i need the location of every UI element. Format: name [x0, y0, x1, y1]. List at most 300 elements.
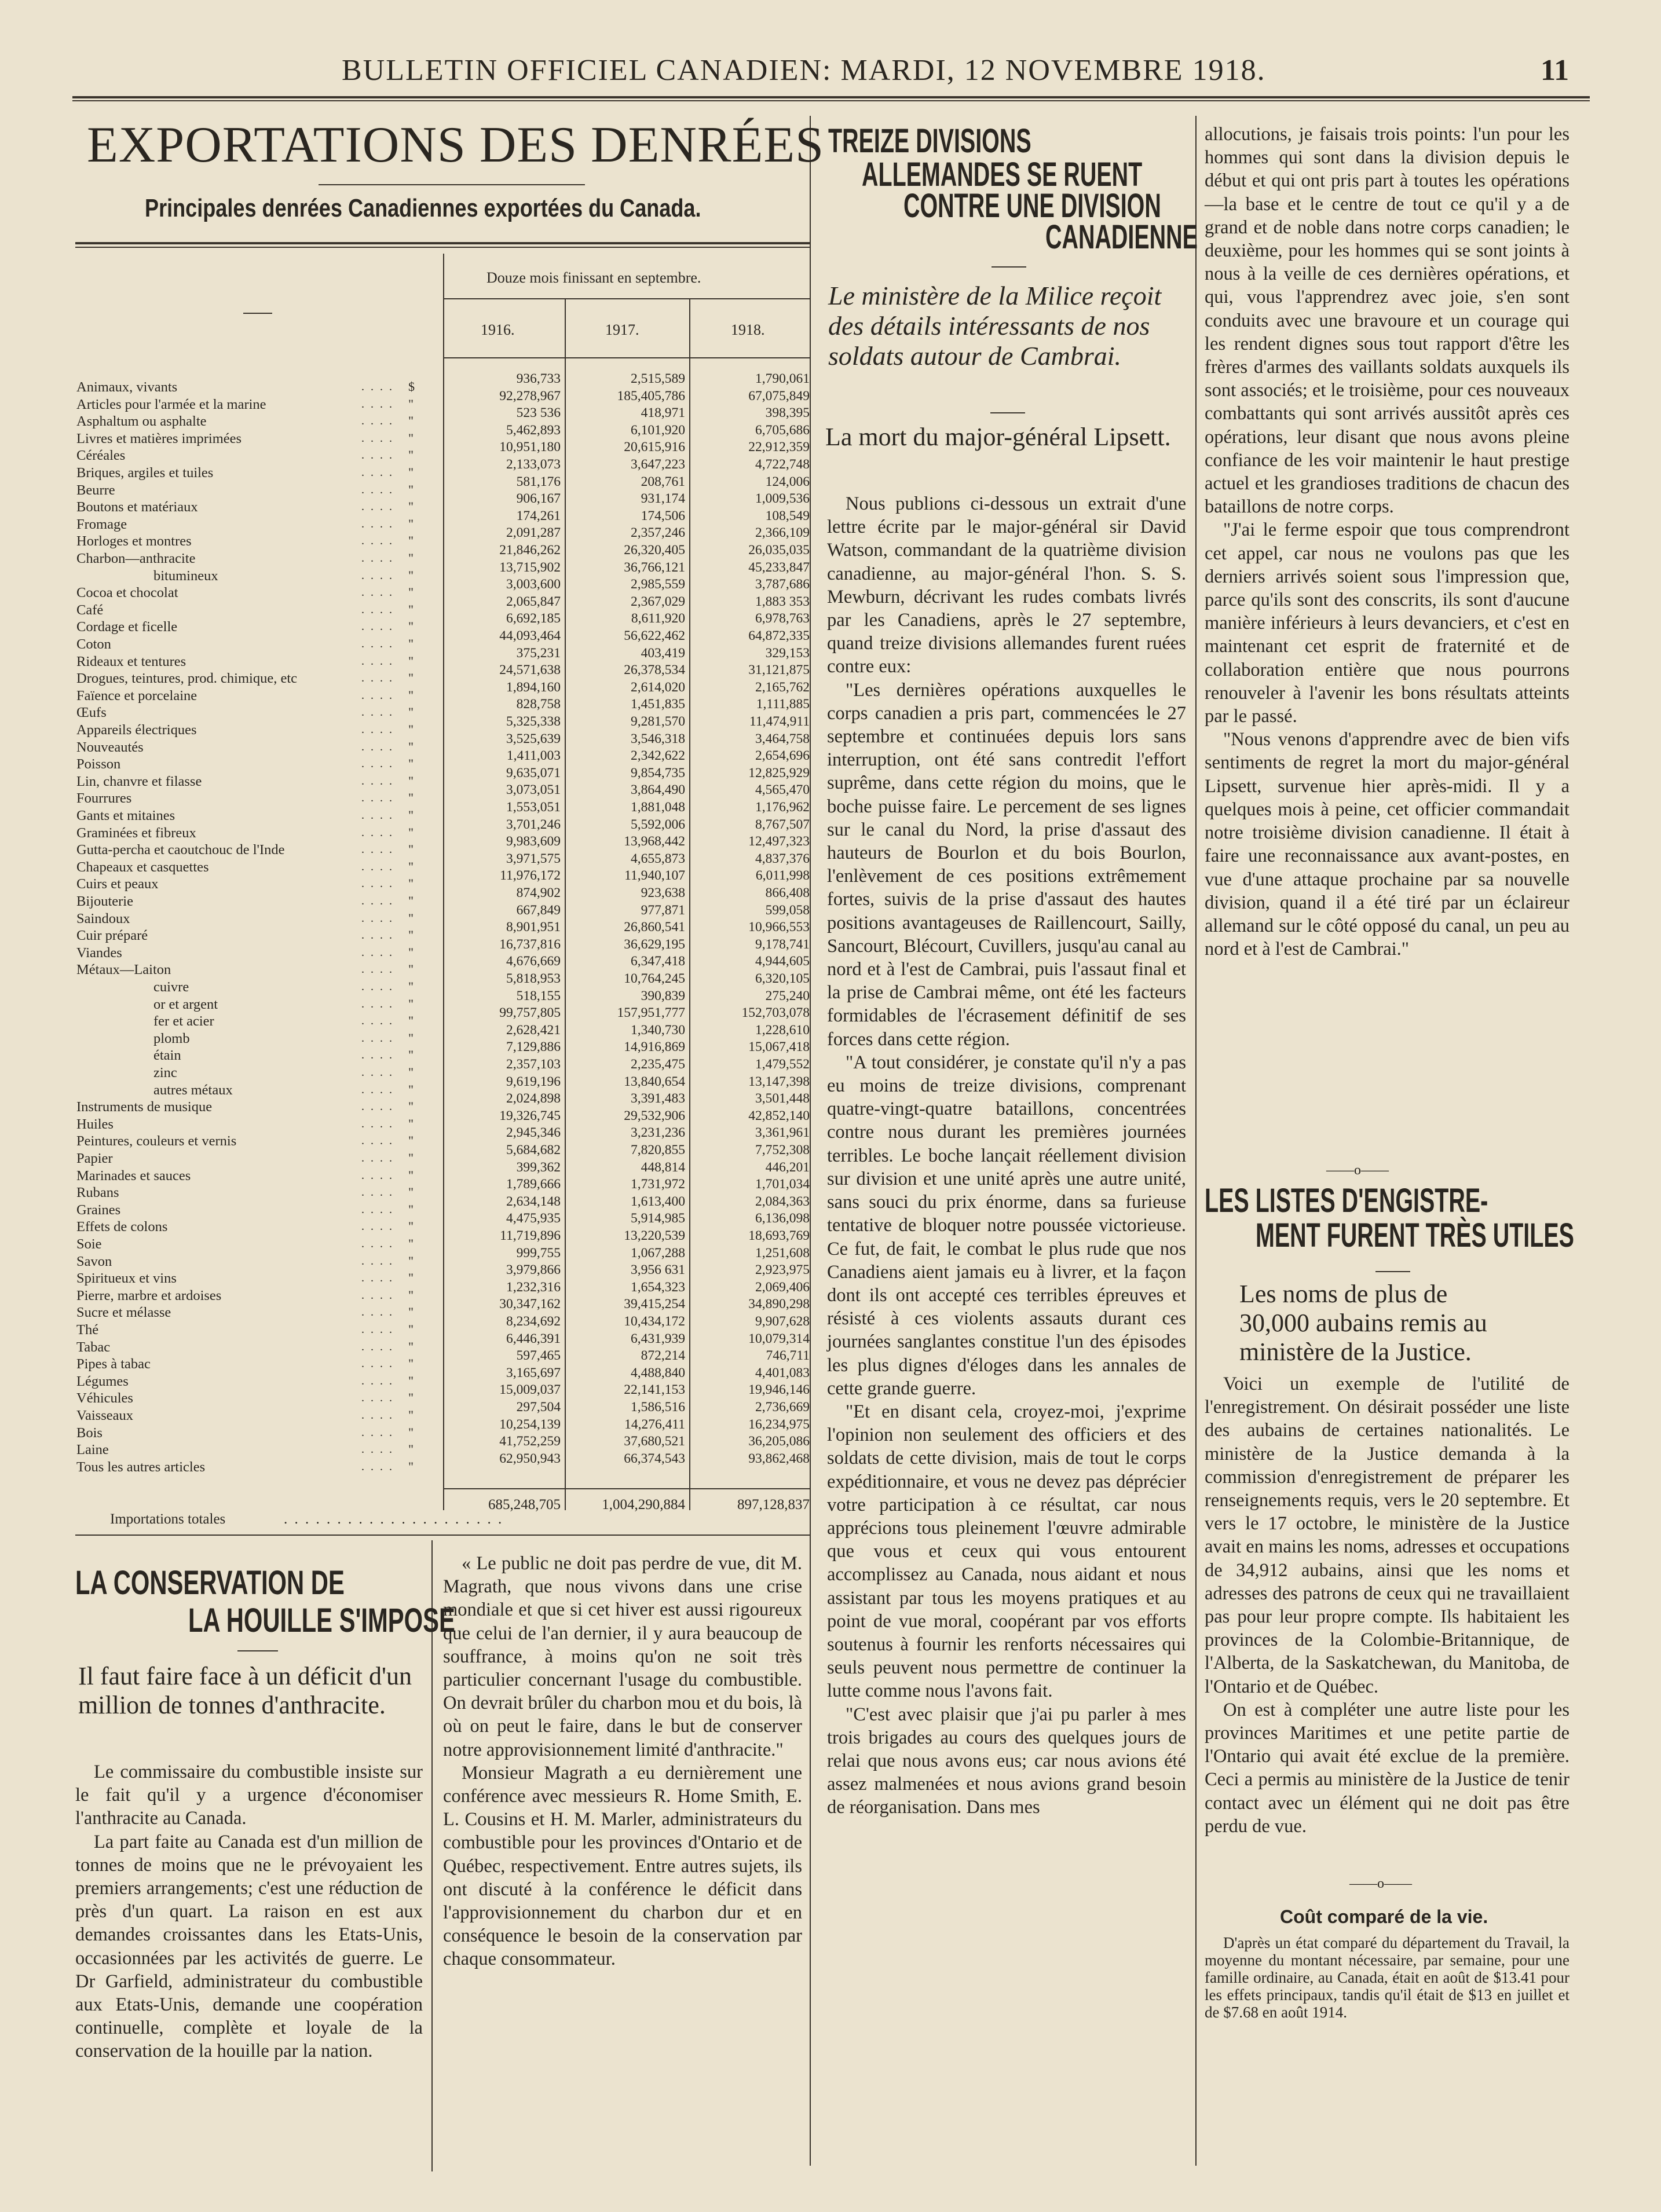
table-cell-v1917: 2,357,246 [631, 525, 685, 540]
table-row-label: Marinades et sauces [76, 1168, 191, 1184]
table-cell-v1917: 10,434,172 [624, 1314, 685, 1329]
table-cell-v1917: 3,391,483 [631, 1091, 685, 1106]
table-row-label: Véhicules [76, 1390, 133, 1406]
table-cell-v1918: 26,035,035 [748, 543, 810, 558]
table-row-ditto: " [408, 876, 414, 891]
table-cell-v1918: 3,361,961 [755, 1125, 810, 1140]
table-cell-v1916: 5,325,338 [506, 714, 561, 729]
table-row-ditto: " [408, 533, 414, 548]
table-cell-v1918: 9,178,741 [755, 937, 810, 952]
table-cell-v1916: 4,676,669 [506, 954, 561, 969]
table-cell-v1918: 10,079,314 [748, 1331, 810, 1346]
table-row-leader: . . . . [361, 809, 394, 822]
table-cell-v1917: 403,419 [641, 646, 685, 661]
table-cell-v1916: 3,003,600 [506, 577, 561, 592]
table-cell-v1918: 11,474,911 [749, 714, 810, 729]
table-row-leader: . . . . [361, 1375, 394, 1387]
table-row-leader: . . . . [361, 1186, 394, 1199]
table-row-ditto: " [408, 585, 414, 599]
table-cell-v1917: 2,235,475 [631, 1057, 685, 1072]
table-row-leader: . . . . [361, 380, 394, 393]
table-cell-v1918: 6,136,098 [755, 1211, 810, 1226]
table-cell-v1918: 22,912,359 [748, 440, 810, 455]
table-cell-v1918: 64,872,335 [748, 628, 810, 643]
treize-para: "Les dernières opérations auxquelles le corps canadien a pris part, commencées le 27 septembre et continuées depuis lors sans interruption, ont été sans contredit l'effort suprême, dans cette région du moins, que le boche puisse faire. Le percement de ses lignes sur le canal du Nord, la prise d'assaut des hauteurs de Bourlon et du bois Bourlon, l'enlèvement de ces positions extrêmement fortes, suivis de la prise d'assaut des hautes positions avantageuses de Raillencourt, Sailly, Sancourt, Blécourt, Cuvillers, jusqu'au canal au nord et à l'est de Cambrai, puis l'assaut final et la prise de Cambrai même, ont été les facteurs formidables de l'écrasement définitif de ses forces dans cette région. [827, 679, 1186, 1050]
table-cell-v1916: 399,362 [516, 1160, 561, 1175]
table-row-leader: . . . . [361, 638, 394, 650]
table-cell-v1916: 30,347,162 [499, 1297, 561, 1312]
table-row-ditto: " [408, 1202, 414, 1217]
table-row-label: Soie [76, 1236, 102, 1252]
table-row-ditto: " [408, 1322, 414, 1336]
table-row-leader: . . . . [361, 1357, 394, 1370]
table-cell-v1918: 746,711 [766, 1348, 810, 1363]
listes-headline-1: LES LISTES D'ENGISTRE- [1205, 1182, 1488, 1219]
table-row-label: Café [76, 602, 104, 618]
table-cell-v1918: 3,464,758 [755, 731, 810, 746]
table-cell-v1918: 6,011,998 [755, 868, 810, 883]
table-row-ditto: " [408, 397, 414, 411]
table-cell-v1917: 1,654,323 [631, 1280, 685, 1295]
totals-label: Importations totales [110, 1511, 226, 1527]
table-cell-v1916: 581,176 [516, 474, 561, 489]
table-row-label: Rideaux et tentures [76, 654, 186, 669]
table-cell-v1917: 1,451,835 [631, 697, 685, 712]
page-number: 11 [1541, 54, 1569, 87]
table-row-leader: . . . . [361, 1169, 394, 1182]
cout-headline: Coût comparé de la vie. [1280, 1906, 1488, 1927]
table-row-leader: . . . . [361, 1015, 394, 1027]
table-row-label: Chapeaux et casquettes [76, 859, 209, 875]
table-cell-v1918: 13,147,398 [748, 1074, 810, 1089]
table-row-leader: . . . . [361, 706, 394, 719]
total-1918: 897,128,837 [737, 1497, 810, 1512]
table-row-ditto: " [408, 671, 414, 685]
table-cell-v1916: 24,571,638 [499, 662, 561, 677]
table-cell-v1916: 1,232,316 [506, 1280, 561, 1295]
table-row-ditto: " [408, 774, 414, 788]
table-row-ditto: " [408, 1236, 414, 1251]
table-cell-v1918: 1,228,610 [755, 1023, 810, 1038]
table-row-ditto: " [408, 413, 414, 428]
table-cell-v1916: 5,684,682 [506, 1142, 561, 1158]
table-row-label: Thé [76, 1322, 99, 1338]
totals-rule [443, 1488, 811, 1489]
table-cell-v1918: 1,009,536 [755, 491, 810, 506]
table-row-leader: . . . . [361, 1220, 394, 1233]
table-cell-v1916: 9,983,609 [506, 834, 561, 849]
table-row-leader: . . . . [361, 1152, 394, 1164]
table-row-leader: . . . . [361, 1391, 394, 1404]
header-rule-bottom [72, 100, 1590, 101]
table-cell-v1916: 2,133,073 [506, 457, 561, 472]
table-row-ditto: " [408, 1116, 414, 1131]
table-row-ditto: " [408, 619, 414, 633]
table-cell-v1918: 1,479,552 [755, 1057, 810, 1072]
table-col-line-1 [443, 254, 444, 1510]
totals-leader: . . . . . . . . . . . . . . . . . . . . . [284, 1511, 504, 1527]
table-cell-v1917: 26,860,541 [624, 920, 685, 935]
table-row-leader: . . . . [361, 620, 394, 633]
table-cell-v1916: 15,009,037 [499, 1382, 561, 1397]
table-row-label: Céréales [76, 448, 126, 463]
treize-body [827, 492, 1186, 1819]
table-cell-v1916: 4,475,935 [506, 1211, 561, 1226]
table-cell-v1917: 2,515,589 [631, 371, 685, 386]
treize-headline-2: ALLEMANDES SE RUENT [862, 156, 1143, 193]
table-cell-v1918: 2,736,669 [755, 1400, 810, 1415]
table-row-label: Fromage [76, 517, 127, 532]
table-cell-v1918: 398,395 [765, 405, 810, 420]
column-divider-1 [810, 116, 811, 2166]
table-row-ditto: " [408, 499, 414, 514]
table-cell-v1916: 174,261 [516, 508, 561, 523]
table-row-leader: . . . . [361, 1049, 394, 1061]
table-cell-v1917: 26,378,534 [624, 662, 685, 677]
table-row-label: bitumineux [153, 568, 218, 584]
table-cell-v1918: 4,837,376 [755, 851, 810, 866]
table-row-label: Boutons et matériaux [76, 499, 198, 515]
table-cell-v1917: 6,347,418 [631, 954, 685, 969]
table-row-label: Pierre, marbre et ardoises [76, 1288, 222, 1303]
table-cell-v1918: 18,693,769 [748, 1228, 810, 1243]
table-cell-v1918: 3,501,448 [755, 1091, 810, 1106]
table-cell-v1916: 6,446,391 [506, 1331, 561, 1346]
table-row-ditto: " [408, 1219, 414, 1233]
table-cell-v1916: 1,789,666 [506, 1177, 561, 1192]
table-row-label: Faïence et porcelaine [76, 688, 197, 704]
table-cell-v1918: 16,234,975 [748, 1417, 810, 1432]
table-cell-v1916: 41,752,259 [499, 1434, 561, 1449]
table-cell-v1916: 936,733 [516, 371, 561, 386]
table-row-leader: . . . . [361, 792, 394, 804]
table-cell-v1918: 42,852,140 [748, 1108, 810, 1123]
table-row-label: Poisson [76, 756, 121, 772]
table-cell-v1917: 2,367,029 [631, 594, 685, 609]
table-cell-v1916: 297,504 [516, 1400, 561, 1415]
table-cell-v1916: 375,231 [516, 646, 561, 661]
table-row-leader: . . . . [361, 518, 394, 530]
table-row-leader: . . . . [361, 1323, 394, 1336]
treize-deck: Le ministère de la Milice reçoit des détails intéressants de nos soldats autour de Cambrai. [828, 281, 1162, 371]
table-row-leader: . . . . [361, 1083, 394, 1096]
table-row-ditto: " [408, 1442, 414, 1456]
table-row-leader: . . . . [361, 1066, 394, 1079]
table-row-ditto: " [408, 1048, 414, 1062]
table-row-ditto: " [408, 1305, 414, 1319]
table-row-label: zinc [153, 1065, 177, 1081]
table-row-ditto: " [408, 465, 414, 479]
houille-headline-2: LA HOUILLE S'IMPOSE [188, 1602, 455, 1639]
table-cell-v1917: 22,141,153 [624, 1382, 685, 1397]
table-cell-v1918: 2,084,363 [755, 1194, 810, 1209]
table-cell-v1917: 1,613,400 [631, 1194, 685, 1209]
table-cell-v1917: 1,731,972 [631, 1177, 685, 1192]
table-cell-v1917: 2,614,020 [631, 680, 685, 695]
table-cell-v1917: 174,506 [641, 508, 685, 523]
listes-para: Voici un exemple de l'utilité de l'enregistrement. On désirait posséder une liste des aubains de certaines nationalités. Le ministère de la Justice demanda à la commission d'enregistrement de préparer les renseignements requis, vers le 20 septembre. Et vers le 17 octobre, le ministère de la Justice avait en mains les noms, adresses et occupations de 34,912 aubains, ainsi que les noms et adresses des patrons de ceux qui ne travaillaient pas pour leur propre compte. Ils habitaient les provinces de la Colombie-Britannique, de l'Alberta, de la Saskatchewan, du Manitoba, de l'Ontario et de Québec. [1205, 1374, 1569, 1697]
table-row-leader: . . . . [361, 534, 394, 547]
table-cell-v1916: 2,065,847 [506, 594, 561, 609]
table-row-leader: . . . . [361, 757, 394, 770]
table-cell-v1918: 3,787,686 [755, 577, 810, 592]
table-cell-v1918: 152,703,078 [741, 1005, 810, 1020]
table-cell-v1918: 1,176,962 [755, 800, 810, 815]
table-row-label: or et argent [153, 997, 218, 1012]
table-cell-v1917: 390,839 [641, 988, 685, 1004]
table-row-leader: . . . . [361, 415, 394, 427]
table-subhead-rule [443, 357, 811, 358]
table-cell-v1917: 37,680,521 [624, 1434, 685, 1449]
table-cell-v1918: 7,752,308 [755, 1142, 810, 1158]
table-row-label: fer et acier [153, 1013, 214, 1029]
table-cell-v1916: 19,326,745 [499, 1108, 561, 1123]
table-cell-v1917: 11,940,107 [624, 868, 685, 883]
table-row-leader: . . . . [361, 998, 394, 1010]
table-cell-v1916: 3,971,575 [506, 851, 561, 866]
table-row-ditto: " [408, 825, 414, 840]
table-cell-v1916: 1,894,160 [506, 680, 561, 695]
total-1917: 1,004,290,884 [602, 1497, 685, 1512]
exports-title: EXPORTATIONS DES DENRÉES [87, 117, 825, 173]
table-row-label: Briques, argiles et tuiles [76, 465, 214, 481]
table-cell-v1917: 29,532,906 [624, 1108, 685, 1123]
listes-para: On est à compléter une autre liste pour les provinces Maritimes et une petite partie de l'Ontario qui avait été exclue de la première. Ceci a permis au ministère de la Justice de tenir contact avec un élément qui ne doit pas être perdu de vue. [1205, 1699, 1569, 1837]
table-cell-v1917: 6,431,939 [631, 1331, 685, 1346]
table-row-ditto: " [408, 1339, 414, 1354]
table-row-label: Spiritueux et vins [76, 1270, 177, 1286]
table-cell-v1917: 157,951,777 [617, 1005, 685, 1020]
table-row-label: Drogues, teintures, prod. chimique, etc [76, 671, 298, 686]
treize-continuation [1205, 123, 1569, 961]
table-cell-v1916: 13,715,902 [499, 560, 561, 575]
table-cell-v1917: 1,340,730 [631, 1023, 685, 1038]
treize-para: "A tout considérer, je constate qu'il n'y a pas eu moins de treize divisions, comprenant quatre-vingt-quatre bataillons, concentrées contre nous durant les premières journées terribles. Le boche lançait réellement division sur division et une unité après une autre unité, sans souci du prix énorme, dans sa furieuse tentative de bloquer notre poussée victorieuse. Ce fut, de fait, le combat le plus rude que nos Canadiens aient jamais eu à livrer, et la façon dont ils ont accepté ces terribles épreuves et résisté à ces violents assauts durant ces journées sanglantes constitue l'un des épisodes les plus dignes d'éloges dans les annales de cette grande guerre. [827, 1052, 1186, 1399]
table-cell-v1916: 2,628,421 [506, 1023, 561, 1038]
treize-continuation-para: allocutions, je faisais trois points: l'un pour les hommes qui sont dans la division depuis le début et qui ont pris part à toutes les opérations —la base et le centre de tout ce qu'il y a de grand et de noble dans notre corps canadien; le deuxième, pour les hommes qui se sont joints à nous à la veille de ces dernières opérations, et qui, vous l'apprendrez avec joie, s'en sont conduits avec une bravoure et un courage qui les rendent dignes sous tout rapport d'être les frères d'armes des vaillants soldats auxquels ils sont associés; et le troisième, pour ces nouveaux combattants qui sont arrivés aussitôt après ces opérations, leur disant que nous avons pleine confiance de les voir maintenir le haut prestige actuel et les grandioses traditions de chacun des bataillons de notre corps. [1205, 124, 1569, 518]
table-cell-v1918: 866,408 [765, 885, 810, 900]
header-rule-top [72, 96, 1590, 98]
table-row-leader: . . . . [361, 500, 394, 513]
table-cell-v1916: 3,701,246 [506, 817, 561, 832]
table-cell-v1918: 4,401,083 [755, 1365, 810, 1380]
table-row-leader: . . . . [361, 689, 394, 702]
table-row-leader: . . . . [361, 1203, 394, 1216]
table-row-label: Beurre [76, 482, 115, 498]
table-row-leader: . . . . [361, 466, 394, 479]
table-cell-v1917: 36,629,195 [624, 937, 685, 952]
table-row-ditto: " [408, 688, 414, 702]
table-row-label: Animaux, vivants [76, 379, 178, 395]
table-row-label: Sucre et mélasse [76, 1305, 171, 1320]
table-cell-v1916: 44,093,464 [499, 628, 561, 643]
table-row-ditto: " [408, 1185, 414, 1199]
table-cell-v1917: 1,067,288 [631, 1246, 685, 1261]
table-row-label: Fourrures [76, 790, 132, 806]
table-row-leader: . . . . [361, 895, 394, 907]
table-cell-v1918: 67,075,849 [748, 389, 810, 404]
table-cell-v1918: 446,201 [765, 1160, 810, 1175]
table-row-ditto: " [408, 517, 414, 531]
treize-para: "C'est avec plaisir que j'ai pu parler à mes trois brigades au cours des quelques jours de relai que nous avons eus; car nous avions été assez malmenées et nous avions grand besoin de réorganisation. Dans mes [827, 1704, 1186, 1818]
table-row-leader: . . . . [361, 741, 394, 753]
table-cell-v1917: 4,488,840 [631, 1365, 685, 1380]
table-cell-v1917: 26,320,405 [624, 543, 685, 558]
table-cell-v1917: 20,615,916 [624, 440, 685, 455]
table-cell-v1917: 6,101,920 [631, 423, 685, 438]
houille-para: « Le public ne doit pas perdre de vue, dit M. Magrath, que nous vivons dans une crise mondiale et que si cet hiver est aussi rigoureux que celui de l'an dernier, il y aura beaucoup de souffrance, à moins qu'on ne soit très particulier concernant l'usage du combustible. On devrait brûler du charbon mou et du bois, là où on peut le faire, dans le but de conserver notre approvisionnement limité d'anthracite." [443, 1553, 802, 1760]
treize-headline-1: TREIZE DIVISIONS [828, 122, 1031, 160]
table-row-ditto: " [408, 1408, 414, 1422]
table-cell-v1916: 9,635,071 [506, 766, 561, 781]
table-cell-v1917: 418,971 [641, 405, 685, 420]
table-row-leader: . . . . [361, 1306, 394, 1319]
table-row-label: Cuirs et peaux [76, 876, 159, 892]
table-cell-v1918: 4,722,748 [755, 457, 810, 472]
table-row-leader: . . . . [361, 586, 394, 599]
table-row-label: Cordage et ficelle [76, 619, 178, 635]
table-cell-v1916: 1,553,051 [506, 800, 561, 815]
table-row-label: étain [153, 1048, 181, 1063]
table-cell-v1918: 19,946,146 [748, 1382, 810, 1397]
table-row-leader: . . . . [361, 843, 394, 856]
table-row-leader: . . . . [361, 1272, 394, 1284]
listes-headline-2: MENT FURENT TRÈS UTILES [1256, 1217, 1574, 1254]
table-cell-v1917: 3,231,236 [631, 1125, 685, 1140]
table-cell-v1916: 667,849 [516, 903, 561, 918]
table-row-label: Cocoa et chocolat [76, 585, 178, 600]
treize-headline-4: CANADIENNE [1045, 218, 1198, 256]
table-cell-v1916: 2,357,103 [506, 1057, 561, 1072]
table-cell-v1917: 10,764,245 [624, 971, 685, 986]
table-cell-v1917: 13,220,539 [624, 1228, 685, 1243]
newspaper-title: BULLETIN OFFICIEL CANADIEN: MARDI, 12 NOVEMBRE 1918. [342, 54, 1266, 87]
table-row-label: Viandes [76, 945, 122, 961]
table-row-ditto: " [408, 1288, 414, 1302]
table-cell-v1916: 8,901,951 [506, 920, 561, 935]
table-cell-v1918: 8,767,507 [755, 817, 810, 832]
table-row-label: Nouveautés [76, 739, 144, 755]
table-row-ditto: " [408, 911, 414, 925]
houille-para: Monsieur Magrath a eu dernièrement une conférence avec messieurs R. Home Smith, E. L. Cousins et H. M. Marler, administrateurs du combustible pour les provinces d'Ontario et de Québec, respectivement. Entre autres sujets, ils ont discuté à la conférence le déficit dans l'approvisionnement du charbon dur et en conséquence le besoin de la conservation par chaque consommateur. [443, 1762, 802, 1970]
table-cell-v1916: 874,902 [516, 885, 561, 900]
table-row-label: Saindoux [76, 911, 130, 926]
table-row-label: Bijouterie [76, 893, 133, 909]
year-1916-header: 1916. [481, 321, 515, 338]
table-cell-v1916: 999,755 [516, 1246, 561, 1261]
table-row-label: plomb [153, 1031, 190, 1046]
table-cell-v1917: 448,814 [641, 1160, 685, 1175]
table-cell-v1918: 329,153 [765, 646, 810, 661]
table-cell-v1918: 2,654,696 [755, 748, 810, 763]
table-row-label: Papier [76, 1151, 113, 1166]
table-row-ditto: " [408, 1254, 414, 1268]
table-cell-v1916: 10,254,139 [499, 1417, 561, 1432]
table-cell-v1918: 124,006 [765, 474, 810, 489]
table-row-leader: . . . . [361, 1426, 394, 1439]
table-row-label: Gants et mitaines [76, 808, 175, 823]
table-cell-v1916: 3,165,697 [506, 1365, 561, 1380]
table-row-ditto: " [408, 1168, 414, 1182]
table-row-leader: . . . . [361, 1134, 394, 1147]
table-row-ditto: " [408, 722, 414, 737]
table-row-ditto: " [408, 945, 414, 959]
table-cell-v1917: 931,174 [641, 491, 685, 506]
table-row-ditto: " [408, 756, 414, 771]
listes-end-separator: ——o—— [1349, 1876, 1412, 1891]
table-row-label: Cuir préparé [76, 928, 148, 943]
table-cell-v1918: 2,165,762 [755, 680, 810, 695]
table-cell-v1918: 6,705,686 [755, 423, 810, 438]
table-cell-v1916: 6,692,185 [506, 611, 561, 626]
table-cell-v1918: 108,549 [765, 508, 810, 523]
table-row-label: Asphaltum ou asphalte [76, 413, 207, 429]
table-left-dash [243, 313, 272, 314]
table-row-label: Vaisseaux [76, 1408, 133, 1423]
treize-para: Nous publions ci-dessous un extrait d'une lettre écrite par le major-général sir David Watson, commandant de la quatrième division canadienne, au major-général l'hon. S. S. Mewburn, décrivant les rudes combats livrés par les Canadiens, après le 27 septembre, quand treize divisions allemandes furent ruées contre eux: [827, 493, 1186, 677]
table-cell-v1917: 3,546,318 [631, 731, 685, 746]
treize-continuation-para: "Nous venons d'apprendre avec de bien vifs sentiments de regret la mort du major-général Lipsett, survenue hier après-midi. Il y a quelques mois à peine, cet officier commandait notre troisième division canadienne. Il était à faire une reconnaissance aux avant-postes, en vue d'une attaque prochaine par sa nouvelle division, quand il a été tiré par un éclaireur allemand sur le côté opposé du canal, un peu au nord et à l'est de Cambrai." [1205, 729, 1569, 960]
table-cell-v1917: 3,864,490 [631, 782, 685, 797]
table-row-ditto: " [408, 842, 414, 856]
table-cell-v1917: 872,214 [641, 1348, 685, 1363]
table-row-ditto: " [408, 568, 414, 583]
table-cell-v1917: 14,276,411 [624, 1417, 685, 1432]
table-cell-v1916: 518,155 [516, 988, 561, 1004]
table-cell-v1917: 13,840,654 [624, 1074, 685, 1089]
table-cell-v1916: 2,024,898 [506, 1091, 561, 1106]
table-row-label: Coton [76, 636, 111, 652]
listes-subhead: Les noms de plus de 30,000 aubains remis au ministère de la Justice. [1239, 1280, 1487, 1366]
table-row-ditto: " [408, 997, 414, 1011]
table-row-ditto: " [408, 1459, 414, 1474]
table-cell-v1916: 906,167 [516, 491, 561, 506]
table-cell-v1916: 8,234,692 [506, 1314, 561, 1329]
table-cell-v1917: 923,638 [641, 885, 685, 900]
table-row-label: Pipes à tabac [76, 1356, 151, 1372]
table-row-label: Horloges et montres [76, 533, 192, 549]
table-row-ditto: " [408, 1099, 414, 1114]
table-row-label: Appareils électriques [76, 722, 197, 738]
table-row-label: Métaux—Laiton [76, 962, 171, 977]
table-cell-v1916: 16,737,816 [499, 937, 561, 952]
column-divider-2 [1195, 116, 1197, 2166]
table-cell-v1917: 185,405,786 [617, 389, 685, 404]
table-cell-v1916: 99,757,805 [499, 1005, 561, 1020]
table-row-leader: . . . . [361, 398, 394, 411]
houille-para: Le commissaire du combustible insiste sur le fait qu'il y a urgence d'économiser l'anthracite au Canada. [75, 1761, 423, 1829]
houille-body-right [443, 1552, 802, 1971]
table-row-leader: . . . . [361, 963, 394, 976]
exports-rule-1 [75, 242, 811, 244]
table-cell-v1917: 5,592,006 [631, 817, 685, 832]
table-row-label: Articles pour l'armée et la marine [76, 397, 266, 412]
table-cell-v1918: 12,497,323 [748, 834, 810, 849]
table-row-leader: . . . . [361, 1255, 394, 1268]
table-cell-v1917: 208,761 [641, 474, 685, 489]
table-cell-v1916: 9,619,196 [506, 1074, 561, 1089]
table-row-leader: . . . . [361, 775, 394, 788]
table-cell-v1917: 3,647,223 [631, 457, 685, 472]
table-row-label: Laine [76, 1442, 109, 1457]
treize-continuation-para: "J'ai le ferme espoir que tous comprendront cet appel, car nous ne voulons pas que les derniers arrivés soient sous l'impression que, parce qu'ils sont des conscrits, ils sont d'aucune manière inférieurs à leurs devanciers, et c'est en maintenant cet esprit de fraternité et de collaboration entière que nous pourrons renouveler à l'avenir les bons résultats atteints par le passé. [1205, 519, 1569, 727]
table-cell-v1916: 11,719,896 [500, 1228, 561, 1243]
table-row-ditto: " [408, 1082, 414, 1097]
table-row-leader: . . . . [361, 1032, 394, 1045]
table-row-leader: . . . . [361, 1100, 394, 1113]
table-row-ditto: " [408, 551, 414, 565]
table-cell-v1916: 3,525,639 [506, 731, 561, 746]
